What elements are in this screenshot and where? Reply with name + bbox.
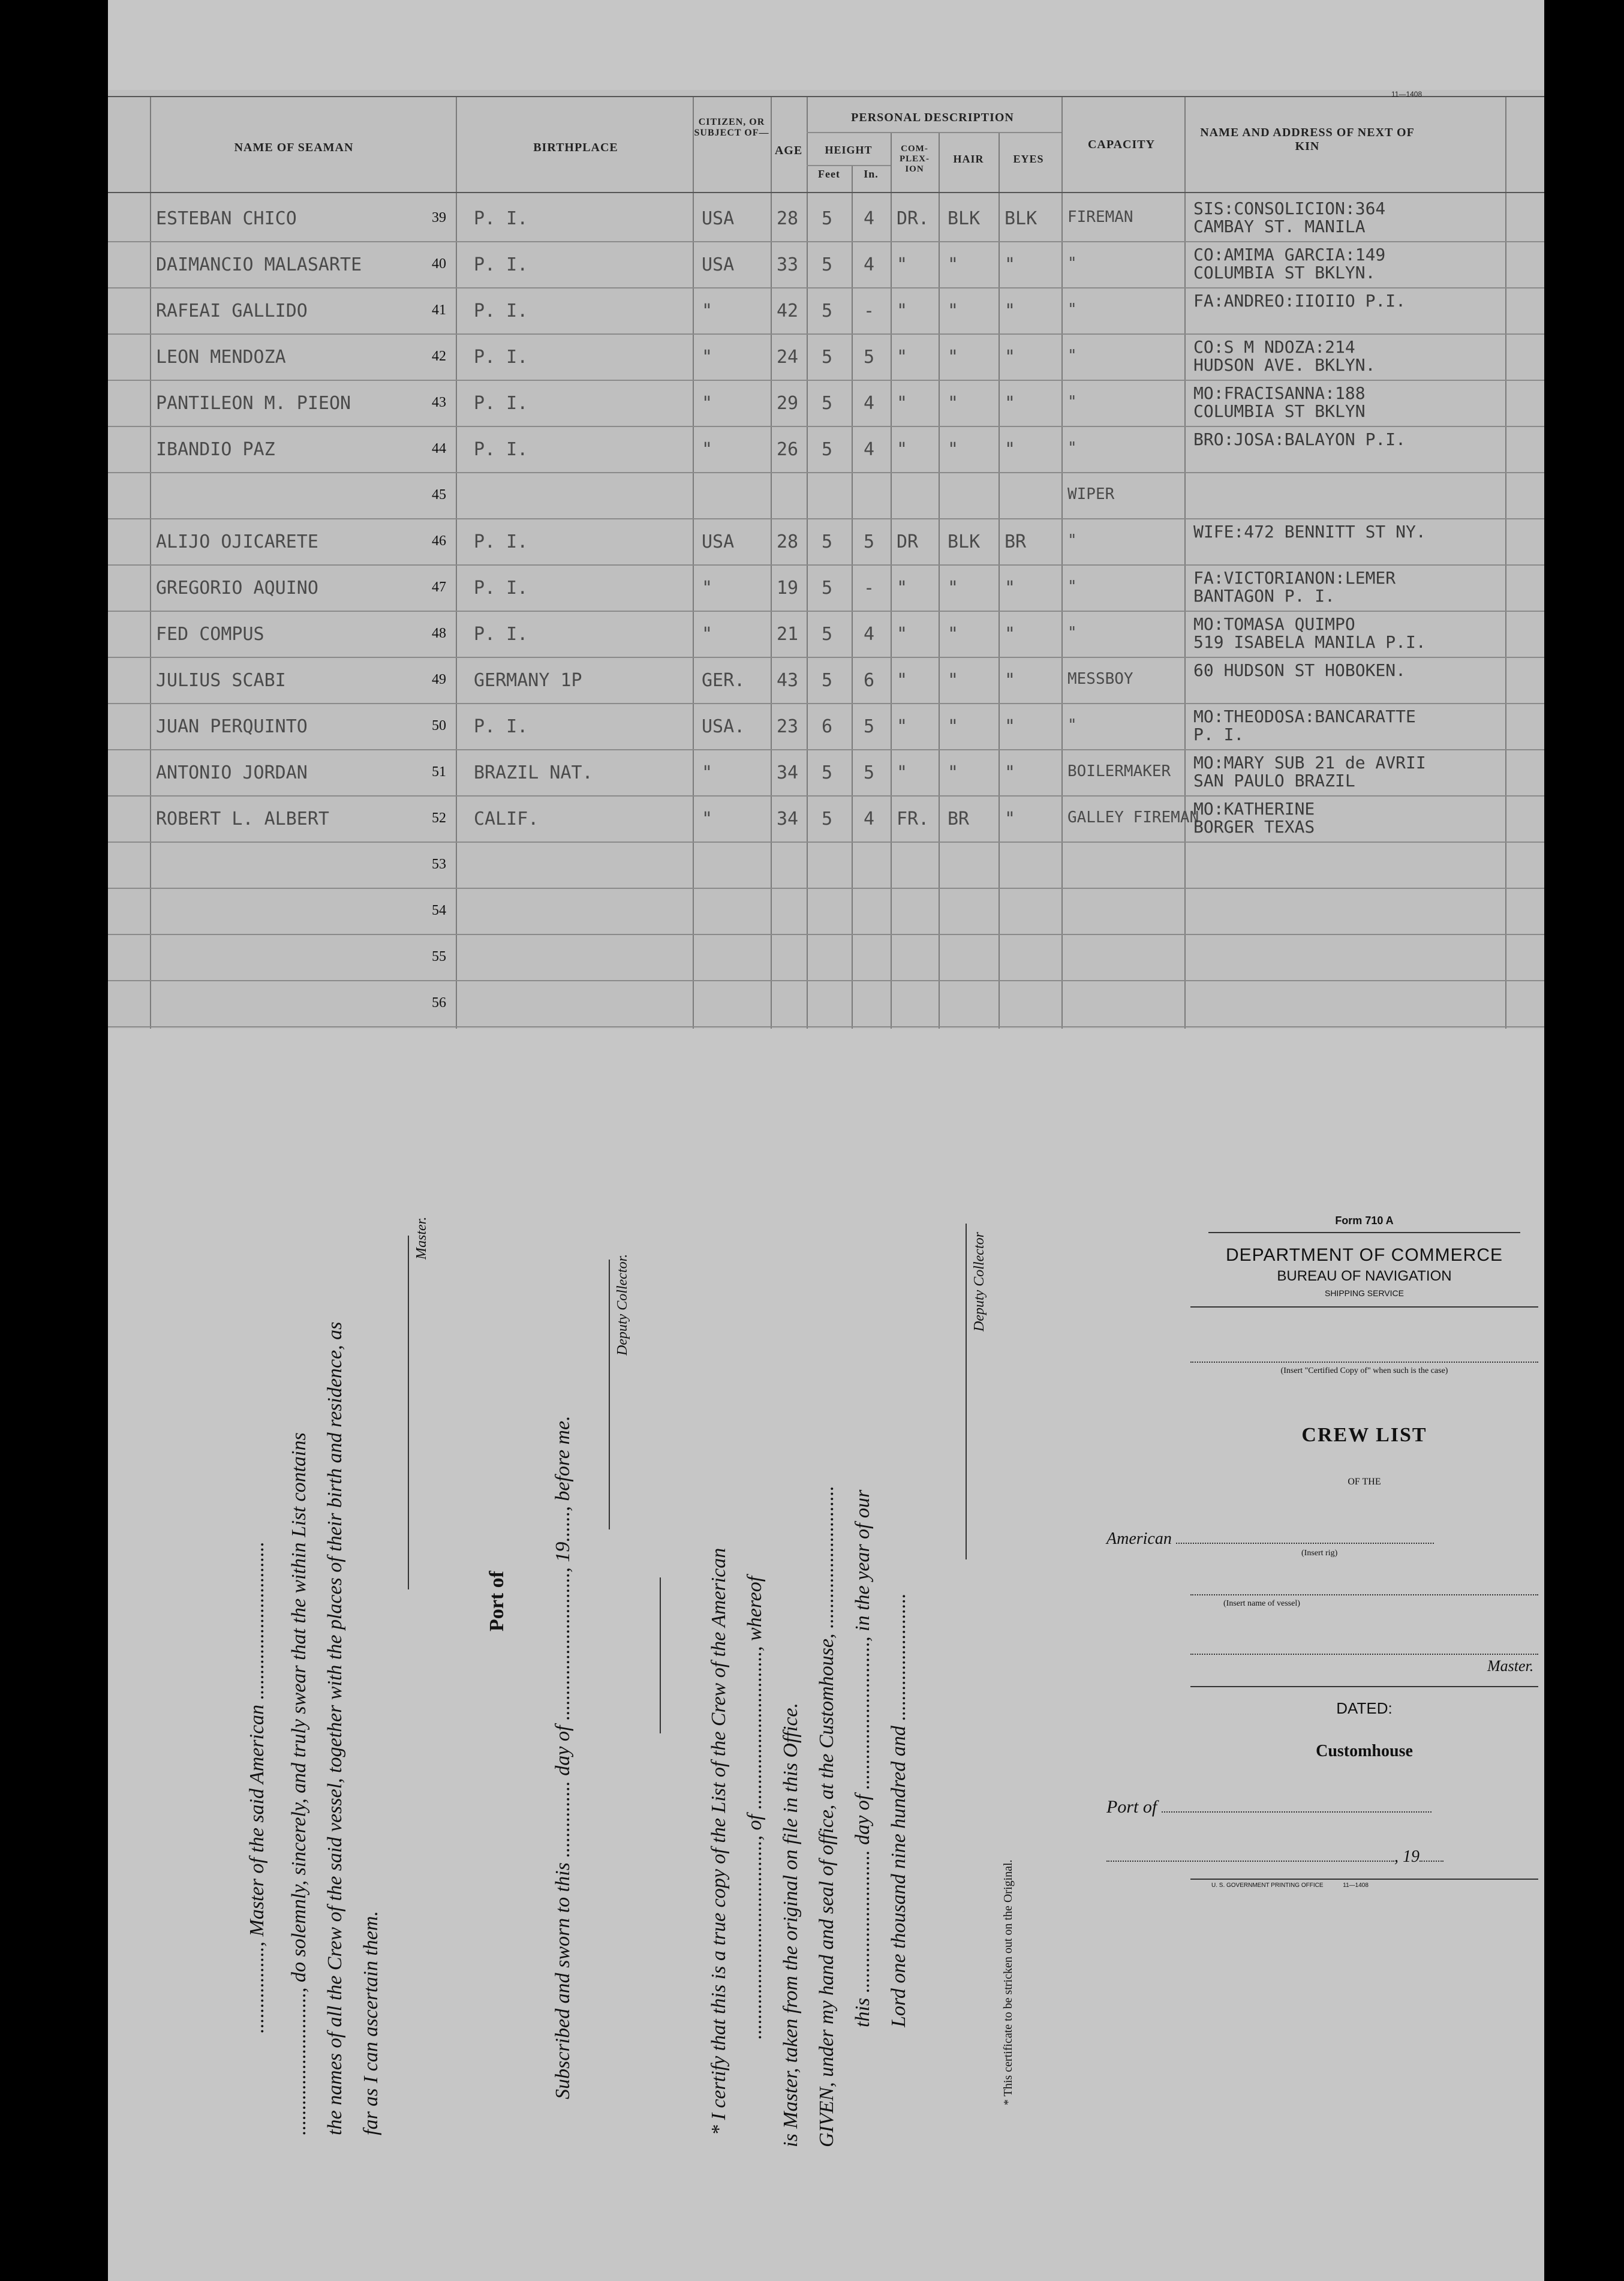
cell-comp: DR. — [897, 208, 930, 229]
cell-comp: FR. — [897, 809, 930, 830]
corner-code: 11—1408 — [1391, 90, 1422, 98]
bureau: BUREAU OF NAVIGATION — [1277, 1268, 1452, 1284]
cell-cit: " — [702, 624, 713, 645]
cell-kin1: MO:KATHERINE — [1193, 799, 1315, 819]
cell-name: FED COMPUS — [156, 624, 264, 645]
cell-kin2: COLUMBIA ST BKLYN. — [1193, 263, 1376, 283]
cell-kin1: MO:FRACISANNA:188 — [1193, 383, 1366, 403]
cell-eyes: " — [1005, 347, 1016, 368]
cell-cap: " — [1067, 300, 1077, 318]
row-number: 41 — [432, 302, 446, 318]
subscribed-line: Subscribed and sworn to this ............... day of ............................., 19......, before me. — [552, 1416, 574, 2099]
cell-eyes: " — [1005, 439, 1016, 460]
insert-vessel: (Insert name of vessel) — [1223, 1599, 1300, 1608]
cell-cit: USA — [702, 531, 735, 552]
header-inches: In. — [864, 168, 879, 180]
row-number: 49 — [432, 672, 446, 687]
cell-kin2: SAN PAULO BRAZIL — [1193, 771, 1355, 791]
cell-comp: " — [897, 393, 908, 414]
cell-in: 5 — [864, 762, 875, 783]
row-number: 51 — [432, 764, 446, 780]
cell-ft: 5 — [822, 439, 833, 460]
cell-name: LEON MENDOZA — [156, 347, 286, 368]
port-of-form: Port of — [1106, 1797, 1157, 1817]
header-name: NAME OF SEAMAN — [234, 141, 354, 154]
cell-eyes: BR — [1005, 531, 1027, 552]
cell-age: 29 — [777, 393, 799, 414]
cell-in: 4 — [864, 624, 875, 645]
cell-kin1: CO:AMIMA GARCIA:149 — [1193, 245, 1386, 265]
dated-label: DATED: — [1336, 1699, 1393, 1717]
cell-eyes: " — [1005, 809, 1016, 830]
american-label: American — [1106, 1529, 1172, 1548]
row-number: 45 — [432, 487, 446, 503]
document-page — [108, 0, 1544, 2281]
cert-line-6: Lord one thousand nine hundred and ......................... — [888, 1593, 910, 2027]
customhouse-label: Customhouse — [1316, 1742, 1413, 1760]
cell-birth: P. I. — [474, 393, 528, 414]
cell-cit: " — [702, 393, 713, 414]
row-number: 56 — [432, 995, 446, 1011]
cell-birth: P. I. — [474, 531, 528, 552]
cell-in: - — [864, 578, 875, 599]
cell-ft: 5 — [822, 531, 833, 552]
header-kin: NAME AND ADDRESS OF NEXT OF KIN — [1200, 126, 1415, 153]
cell-kin1: FA:VICTORIANON:LEMER — [1193, 568, 1396, 588]
cell-name: JUAN PERQUINTO — [156, 716, 308, 737]
insert-rig: (Insert rig) — [1301, 1549, 1338, 1558]
cell-in: - — [864, 300, 875, 321]
cell-cit: " — [702, 809, 713, 830]
cell-age: 21 — [777, 624, 799, 645]
cell-comp: DR — [897, 531, 919, 552]
header-age: AGE — [774, 144, 803, 157]
cell-age: 26 — [777, 439, 799, 460]
cell-age: 42 — [777, 300, 799, 321]
cell-eyes: " — [1005, 670, 1016, 691]
cell-hair: " — [948, 762, 959, 783]
cell-birth: P. I. — [474, 624, 528, 645]
row-number: 50 — [432, 718, 446, 734]
cell-ft: 5 — [822, 578, 833, 599]
row-number: 46 — [432, 533, 446, 549]
printer-code: 11—1408 — [1343, 1882, 1369, 1889]
oath-line-2: ............................, do solemnly, sincerely, and truly swear that the within List contains — [288, 1432, 310, 2135]
cell-cap: " — [1067, 393, 1077, 411]
cell-kin2: P. I. — [1193, 725, 1244, 744]
cell-birth: P. I. — [474, 347, 528, 368]
cell-kin1: CO:S M NDOZA:214 — [1193, 337, 1355, 357]
cell-age: 19 — [777, 578, 799, 599]
cell-kin1: MO:MARY SUB 21 de AVRII — [1193, 753, 1426, 773]
crew-table — [108, 90, 1544, 1029]
cell-eyes: " — [1005, 254, 1016, 275]
header-height: HEIGHT — [825, 144, 873, 156]
crew-list-form — [1103, 1200, 1624, 1889]
cell-birth: P. I. — [474, 439, 528, 460]
cell-ft: 5 — [822, 809, 833, 830]
cell-birth: P. I. — [474, 254, 528, 275]
insert-certified: (Insert "Certified Copy of" when such is the case) — [1280, 1366, 1448, 1375]
cell-comp: " — [897, 716, 908, 737]
cell-in: 6 — [864, 670, 875, 691]
cell-age: 34 — [777, 762, 799, 783]
cell-age: 24 — [777, 347, 799, 368]
cell-comp: " — [897, 762, 908, 783]
cell-cit: " — [702, 439, 713, 460]
cell-cap: " — [1067, 578, 1077, 596]
footnote: * This certificate to be stricken out on the Original. — [1002, 1859, 1015, 2105]
cell-name: RAFEAI GALLIDO — [156, 300, 308, 321]
cell-hair: " — [948, 624, 959, 645]
form-number: Form 710 A — [1335, 1215, 1394, 1227]
cell-hair: BLK — [948, 531, 981, 552]
row-number: 43 — [432, 395, 446, 410]
cell-hair: " — [948, 300, 959, 321]
row-number: 53 — [432, 856, 446, 872]
cell-name: ESTEBAN CHICO — [156, 208, 297, 229]
cell-ft: 5 — [822, 208, 833, 229]
cell-eyes: " — [1005, 300, 1016, 321]
cell-in: 4 — [864, 254, 875, 275]
cell-cap: " — [1067, 624, 1077, 642]
cell-name: ROBERT L. ALBERT — [156, 809, 329, 830]
cell-age: 33 — [777, 254, 799, 275]
cell-comp: " — [897, 300, 908, 321]
cell-cap: WIPER — [1067, 485, 1115, 503]
cell-comp: " — [897, 670, 908, 691]
service: SHIPPING SERVICE — [1324, 1288, 1404, 1298]
cell-comp: " — [897, 439, 908, 460]
cell-hair: " — [948, 393, 959, 414]
cell-comp: " — [897, 624, 908, 645]
cell-eyes: " — [1005, 393, 1016, 414]
cell-eyes: " — [1005, 578, 1016, 599]
cell-hair: " — [948, 670, 959, 691]
row-number: 39 — [432, 210, 446, 226]
oath-line-3: the names of all the Crew of the said vessel, together with the places of their birth and residence, as — [324, 1321, 346, 2135]
cell-cit: GER. — [702, 670, 745, 691]
cell-birth: P. I. — [474, 578, 528, 599]
cell-age: 28 — [777, 531, 799, 552]
cell-ft: 6 — [822, 716, 833, 737]
cell-cit: " — [702, 578, 713, 599]
cell-kin1: 60 HUDSON ST HOBOKEN. — [1193, 660, 1406, 680]
cell-age: 34 — [777, 809, 799, 830]
crew-list-title: CREW LIST — [1301, 1424, 1427, 1446]
cell-kin1: WIFE:472 BENNITT ST NY. — [1193, 522, 1426, 542]
cell-cit: " — [702, 762, 713, 783]
cell-cit: " — [702, 347, 713, 368]
header-personal: PERSONAL DESCRIPTION — [851, 111, 1014, 124]
cell-birth: P. I. — [474, 300, 528, 321]
master-label: Master. — [414, 1216, 429, 1260]
cell-eyes: " — [1005, 716, 1016, 737]
cell-kin1: BRO:JOSA:BALAYON P.I. — [1193, 429, 1406, 449]
row-number: 47 — [432, 579, 446, 595]
header-citizen: CITIZEN, OR SUBJECT OF— — [694, 117, 769, 138]
cell-kin2: BORGER TEXAS — [1193, 817, 1315, 837]
cell-cit: USA — [702, 254, 735, 275]
cell-cap: " — [1067, 531, 1077, 549]
cell-cit: " — [702, 300, 713, 321]
row-number: 55 — [432, 949, 446, 964]
row-number: 40 — [432, 256, 446, 272]
cell-kin1: MO:THEODOSA:BANCARATTE — [1193, 707, 1416, 726]
cell-hair: " — [948, 439, 959, 460]
cell-cap: GALLEY FIREMAN — [1067, 809, 1199, 827]
cell-hair: BLK — [948, 208, 981, 229]
cell-in: 4 — [864, 439, 875, 460]
oath-line-1: ................., Master of the said American ............................... — [246, 1541, 268, 2033]
cell-age: 43 — [777, 670, 799, 691]
cell-hair: " — [948, 347, 959, 368]
cell-name: JULIUS SCABI — [156, 670, 286, 691]
cert-line-2: ......................................., of ..............................., whereof — [744, 1576, 766, 2039]
header-complexion: COM-PLEX-ION — [900, 144, 930, 174]
cell-cap: BOILERMAKER — [1067, 762, 1171, 780]
cell-birth: BRAZIL NAT. — [474, 762, 593, 783]
row-number: 42 — [432, 348, 446, 364]
cell-kin2: HUDSON AVE. BKLYN. — [1193, 355, 1376, 375]
cert-line-1: * I certify that this is a true copy of the List of the Crew of the American — [708, 1547, 730, 2135]
cell-eyes: " — [1005, 762, 1016, 783]
cell-age: 23 — [777, 716, 799, 737]
cell-cap: " — [1067, 716, 1077, 734]
cell-cap: FIREMAN — [1067, 208, 1133, 226]
cell-in: 4 — [864, 809, 875, 830]
cell-kin2: 519 ISABELA MANILA P.I. — [1193, 632, 1426, 652]
cell-in: 4 — [864, 393, 875, 414]
cert-line-4: GIVEN, under my hand and seal of office, at the Customhouse, ............................ — [816, 1485, 838, 2147]
cert-line-3: is Master, taken from the original on file in this Office. — [780, 1702, 802, 2147]
cell-kin2: CAMBAY ST. MANILA — [1193, 217, 1366, 236]
cell-cap: " — [1067, 439, 1077, 457]
cell-birth: CALIF. — [474, 809, 539, 830]
cell-name: ANTONIO JORDAN — [156, 762, 308, 783]
header-eyes: EYES — [1013, 153, 1044, 165]
cell-birth: P. I. — [474, 208, 528, 229]
header-capacity: CAPACITY — [1087, 138, 1156, 151]
department: DEPARTMENT OF COMMERCE — [1225, 1245, 1503, 1265]
cell-cit: USA — [702, 208, 735, 229]
cell-cap: " — [1067, 254, 1077, 272]
port-of: Port of — [486, 1570, 508, 1631]
cell-cap: MESSBOY — [1067, 670, 1133, 688]
cert-line-5: this ............................ day of ............................., in the year of our — [852, 1489, 874, 2027]
cell-in: 5 — [864, 716, 875, 737]
cell-in: 5 — [864, 347, 875, 368]
row-number: 54 — [432, 903, 446, 918]
of-the: OF THE — [1348, 1477, 1381, 1487]
cell-hair: " — [948, 578, 959, 599]
deputy-collector-2: Deputy Collector — [972, 1232, 987, 1332]
cell-name: PANTILEON M. PIEON — [156, 393, 351, 414]
cell-ft: 5 — [822, 393, 833, 414]
cell-in: 4 — [864, 208, 875, 229]
cell-ft: 5 — [822, 347, 833, 368]
cell-in: 5 — [864, 531, 875, 552]
cell-comp: " — [897, 578, 908, 599]
cell-eyes: " — [1005, 624, 1016, 645]
cell-birth: GERMANY 1P — [474, 670, 582, 691]
cell-name: ALIJO OJICARETE — [156, 531, 318, 552]
cell-cit: USA. — [702, 716, 745, 737]
row-number: 48 — [432, 626, 446, 641]
header-hair: HAIR — [953, 153, 984, 165]
cell-comp: " — [897, 347, 908, 368]
row-number: 52 — [432, 810, 446, 826]
deputy-collector-1: Deputy Collector. — [615, 1254, 630, 1356]
cell-ft: 5 — [822, 762, 833, 783]
year-label: , 19 — [1394, 1847, 1420, 1866]
header-feet: Feet — [818, 168, 840, 180]
header-birthplace: BIRTHPLACE — [533, 141, 618, 154]
cell-age: 28 — [777, 208, 799, 229]
cell-ft: 5 — [822, 300, 833, 321]
cell-hair: BR — [948, 809, 970, 830]
cell-ft: 5 — [822, 624, 833, 645]
cell-ft: 5 — [822, 670, 833, 691]
row-number: 44 — [432, 441, 446, 456]
cell-birth: P. I. — [474, 716, 528, 737]
cell-kin2: COLUMBIA ST BKLYN — [1193, 401, 1366, 421]
cell-name: DAIMANCIO MALASARTE — [156, 254, 362, 275]
master-form-label: Master. — [1487, 1657, 1534, 1675]
printer-line: U. S. GOVERNMENT PRINTING OFFICE — [1211, 1882, 1324, 1889]
cell-hair: " — [948, 254, 959, 275]
oath-line-4: far as I can ascertain them. — [360, 1911, 382, 2135]
cell-name: IBANDIO PAZ — [156, 439, 275, 460]
cell-kin1: SIS:CONSOLICION:364 — [1193, 199, 1386, 218]
cell-ft: 5 — [822, 254, 833, 275]
cell-eyes: BLK — [1005, 208, 1037, 229]
cell-kin1: FA:ANDREO:IIOIIO P.I. — [1193, 291, 1406, 311]
cell-name: GREGORIO AQUINO — [156, 578, 318, 599]
cell-kin2: BANTAGON P. I. — [1193, 586, 1336, 606]
cell-comp: " — [897, 254, 908, 275]
cell-hair: " — [948, 716, 959, 737]
cell-cap: " — [1067, 347, 1077, 365]
cell-kin1: MO:TOMASA QUIMPO — [1193, 614, 1355, 634]
